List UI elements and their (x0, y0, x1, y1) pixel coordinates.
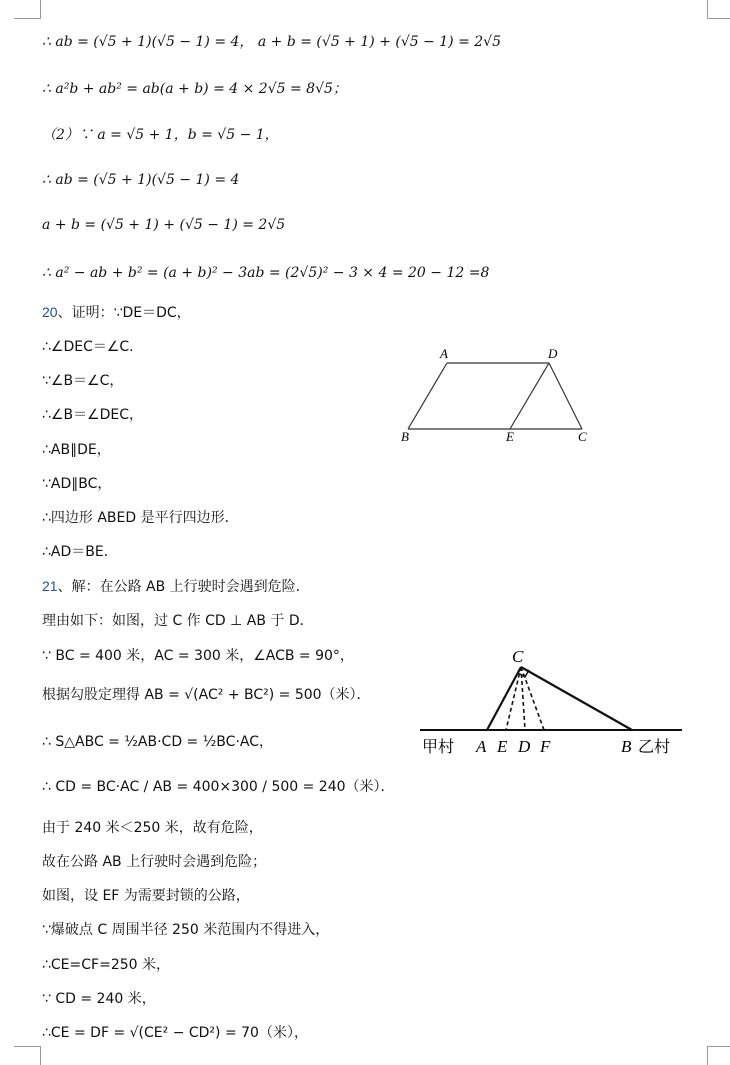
segment-CA (487, 667, 521, 730)
solution-line: ∴ CD = BC·AC / AB = 400×300 / 500 = 240（米）． (42, 779, 395, 795)
segment-CB (521, 667, 632, 730)
solution-line: ∵∠B＝∠C， (42, 373, 124, 389)
solution-line: 根据勾股定理得 AB = √(AC² + BC²) = 500（米）． (42, 687, 371, 703)
label-village-right: 乙村 (638, 737, 671, 756)
label-E: E (497, 737, 508, 756)
label-C: C (578, 429, 587, 444)
label-D: D (548, 346, 558, 361)
solution-line: ∵ CD = 240 米， (42, 991, 156, 1007)
segment-DE (510, 363, 549, 429)
parallelogram-figure (390, 340, 600, 450)
label-A: A (476, 737, 487, 756)
solution-line: （2）∵ a = √5 + 1，b = √5 − 1， (42, 127, 279, 143)
solution-line: ∴∠DEC＝∠C． (42, 339, 144, 355)
solution-line: ∵AD∥BC， (42, 476, 112, 492)
solution-line: 21、解：在公路 AB 上行驶时会遇到危险． (42, 578, 310, 595)
solution-line: 由于 240 米＜250 米，故有危险， (42, 820, 263, 836)
segment-DC (549, 363, 582, 429)
solution-line: a + b = (√5 + 1) + (√5 − 1) = 2√5 (42, 217, 286, 233)
solution-line: ∴ a² − ab + b² = (a + b)² − 3ab = (2√5)² − 3 × 4 = 20 − 12 =8 (42, 265, 490, 281)
page-corner-mark-top-left (14, 0, 41, 19)
label-F: F (540, 737, 551, 756)
segment-CE (506, 667, 521, 730)
label-B: B (401, 429, 409, 444)
solution-line: ∴ ab = (√5 + 1)(√5 − 1) = 4， a + b = (√5 + 1) + (√5 − 1) = 2√5 (42, 34, 502, 50)
solution-line: ∴AD＝BE． (42, 544, 118, 560)
road-blast-figure (412, 640, 690, 760)
label-B: B (621, 737, 632, 756)
solution-line: 理由如下：如图，过 C 作 CD ⊥ AB 于 D． (42, 613, 314, 629)
page-corner-mark-bottom-left (14, 1046, 41, 1065)
solution-line: 故在公路 AB 上行驶时会遇到危险； (42, 854, 267, 870)
segment-AB (408, 363, 447, 429)
solution-line: ∴四边形 ABED 是平行四边形． (42, 510, 239, 526)
solution-line: ∴ a²b + ab² = ab(a + b) = 4 × 2√5 = 8√5； (42, 81, 347, 97)
solution-line: 20、证明：∵DE＝DC， (42, 304, 191, 321)
solution-line: ∵爆破点 C 周围半径 250 米范围内不得进入， (42, 922, 330, 938)
label-C: C (512, 647, 524, 666)
solution-line: ∴ S△ABC = ½AB·CD = ½BC·AC， (42, 734, 273, 750)
label-E: E (506, 429, 514, 444)
solution-line: 如图，设 EF 为需要封锁的公路， (42, 888, 250, 904)
page-corner-mark-top-right (707, 0, 730, 19)
page-corner-mark-bottom-right (707, 1046, 730, 1065)
solution-line: ∴CE = DF = √(CE² − CD²) = 70（米）， (42, 1025, 308, 1041)
solution-line: ∵ BC = 400 米，AC = 300 米，∠ACB = 90°， (42, 648, 354, 664)
label-village-left: 甲村 (422, 737, 455, 756)
label-A: A (440, 346, 448, 361)
label-D: D (518, 737, 531, 756)
solution-line: ∴ ab = (√5 + 1)(√5 − 1) = 4 (42, 172, 240, 188)
solution-line: ∴∠B＝∠DEC， (42, 407, 144, 423)
solution-line: ∴AB∥DE， (42, 442, 111, 458)
solution-line: ∴CE=CF=250 米， (42, 957, 170, 973)
